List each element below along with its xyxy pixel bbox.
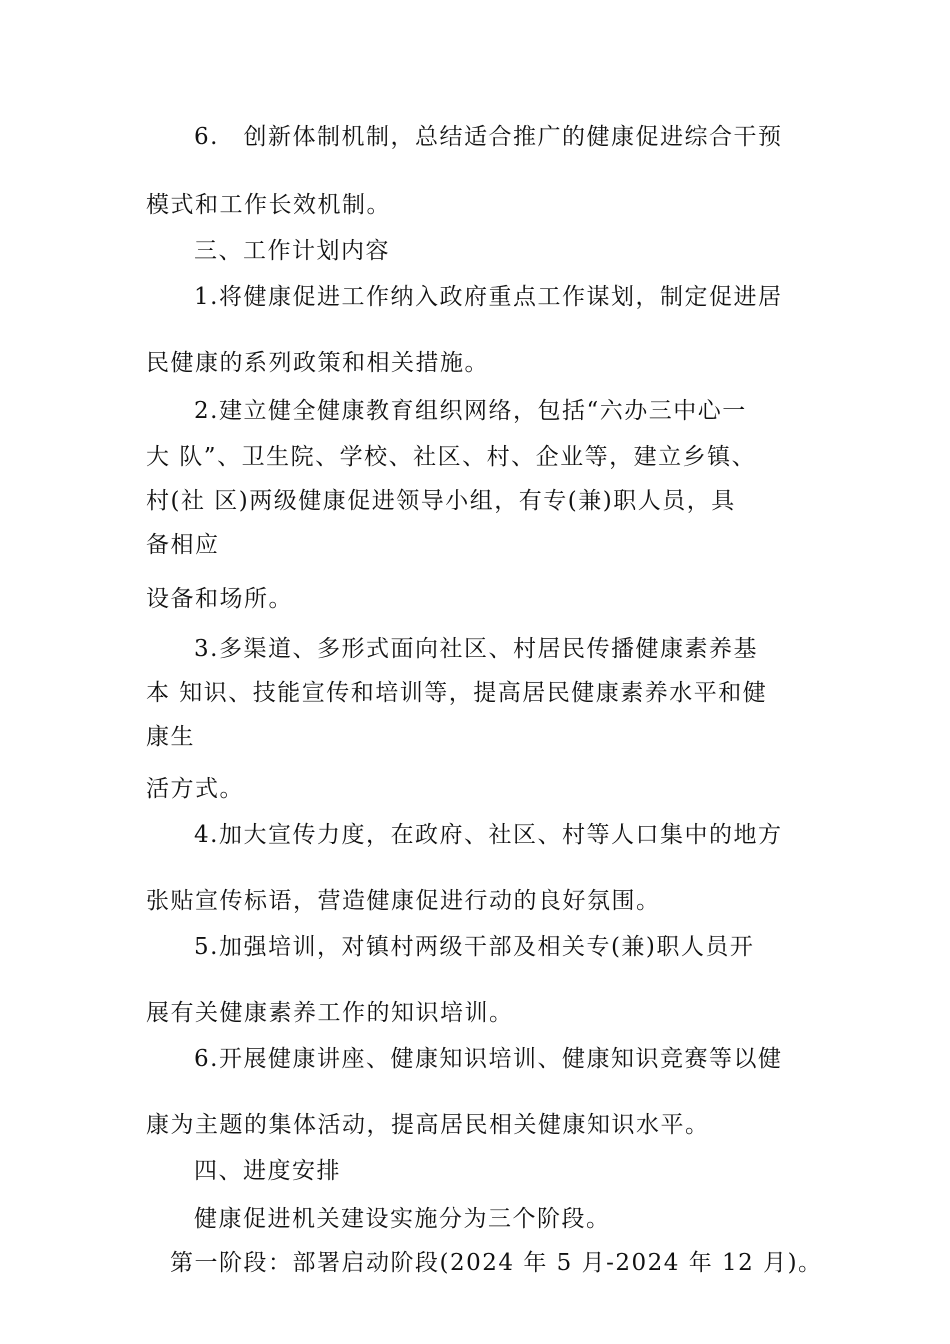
plan-item-2-line-2: 大 队”、卫生院、学校、社区、村、企业等，建立乡镇、 [146,444,757,470]
phase-one: 第一阶段：部署启动阶段(2024 年 5 月-2024 年 12 月)。 [170,1250,823,1276]
plan-item-3-line-1: 3.多渠道、多形式面向社区、村居民传播健康素养基 [194,636,758,662]
schedule-intro: 健康促进机关建设实施分为三个阶段。 [194,1206,611,1232]
plan-item-3-line-3: 康生 [146,724,195,750]
plan-item-5-line-2: 展有关健康素养工作的知识培训。 [146,1000,514,1026]
list-item-6-line-2: 模式和工作长效机制。 [146,192,391,218]
plan-item-6-line-1: 6.开展健康讲座、健康知识培训、健康知识竞赛等以健 [194,1046,783,1072]
plan-item-2-line-5: 设备和场所。 [146,586,293,612]
plan-item-3-line-4: 活方式。 [146,776,244,802]
list-item-6-line-1: 6. 创新体制机制，总结适合推广的健康促进综合干预 [194,124,783,150]
plan-item-5-line-1: 5.加强培训，对镇村两级干部及相关专(兼)职人员开 [194,934,755,960]
plan-item-4-line-2: 张贴宣传标语，营造健康促进行动的良好氛围。 [146,888,661,914]
section-heading-3: 三、工作计划内容 [194,238,390,264]
plan-item-3-line-2: 本 知识、技能宣传和培训等，提高居民健康素养水平和健 [146,680,768,706]
plan-item-1-line-2: 民健康的系列政策和相关措施。 [146,350,489,376]
plan-item-2-line-1: 2.建立健全健康教育组织网络，包括“六办三中心一 [194,398,747,424]
plan-item-1-line-1: 1.将健康促进工作纳入政府重点工作谋划，制定促进居 [194,284,783,310]
section-heading-4: 四、进度安排 [194,1158,341,1184]
plan-item-2-line-4: 备相应 [146,532,220,558]
plan-item-6-line-2: 康为主题的集体活动，提高居民相关健康知识水平。 [146,1112,710,1138]
plan-item-2-line-3: 村(社 区)两级健康促进领导小组，有专(兼)职人员，具 [146,488,736,514]
plan-item-4-line-1: 4.加大宣传力度，在政府、社区、村等人口集中的地方 [194,822,783,848]
